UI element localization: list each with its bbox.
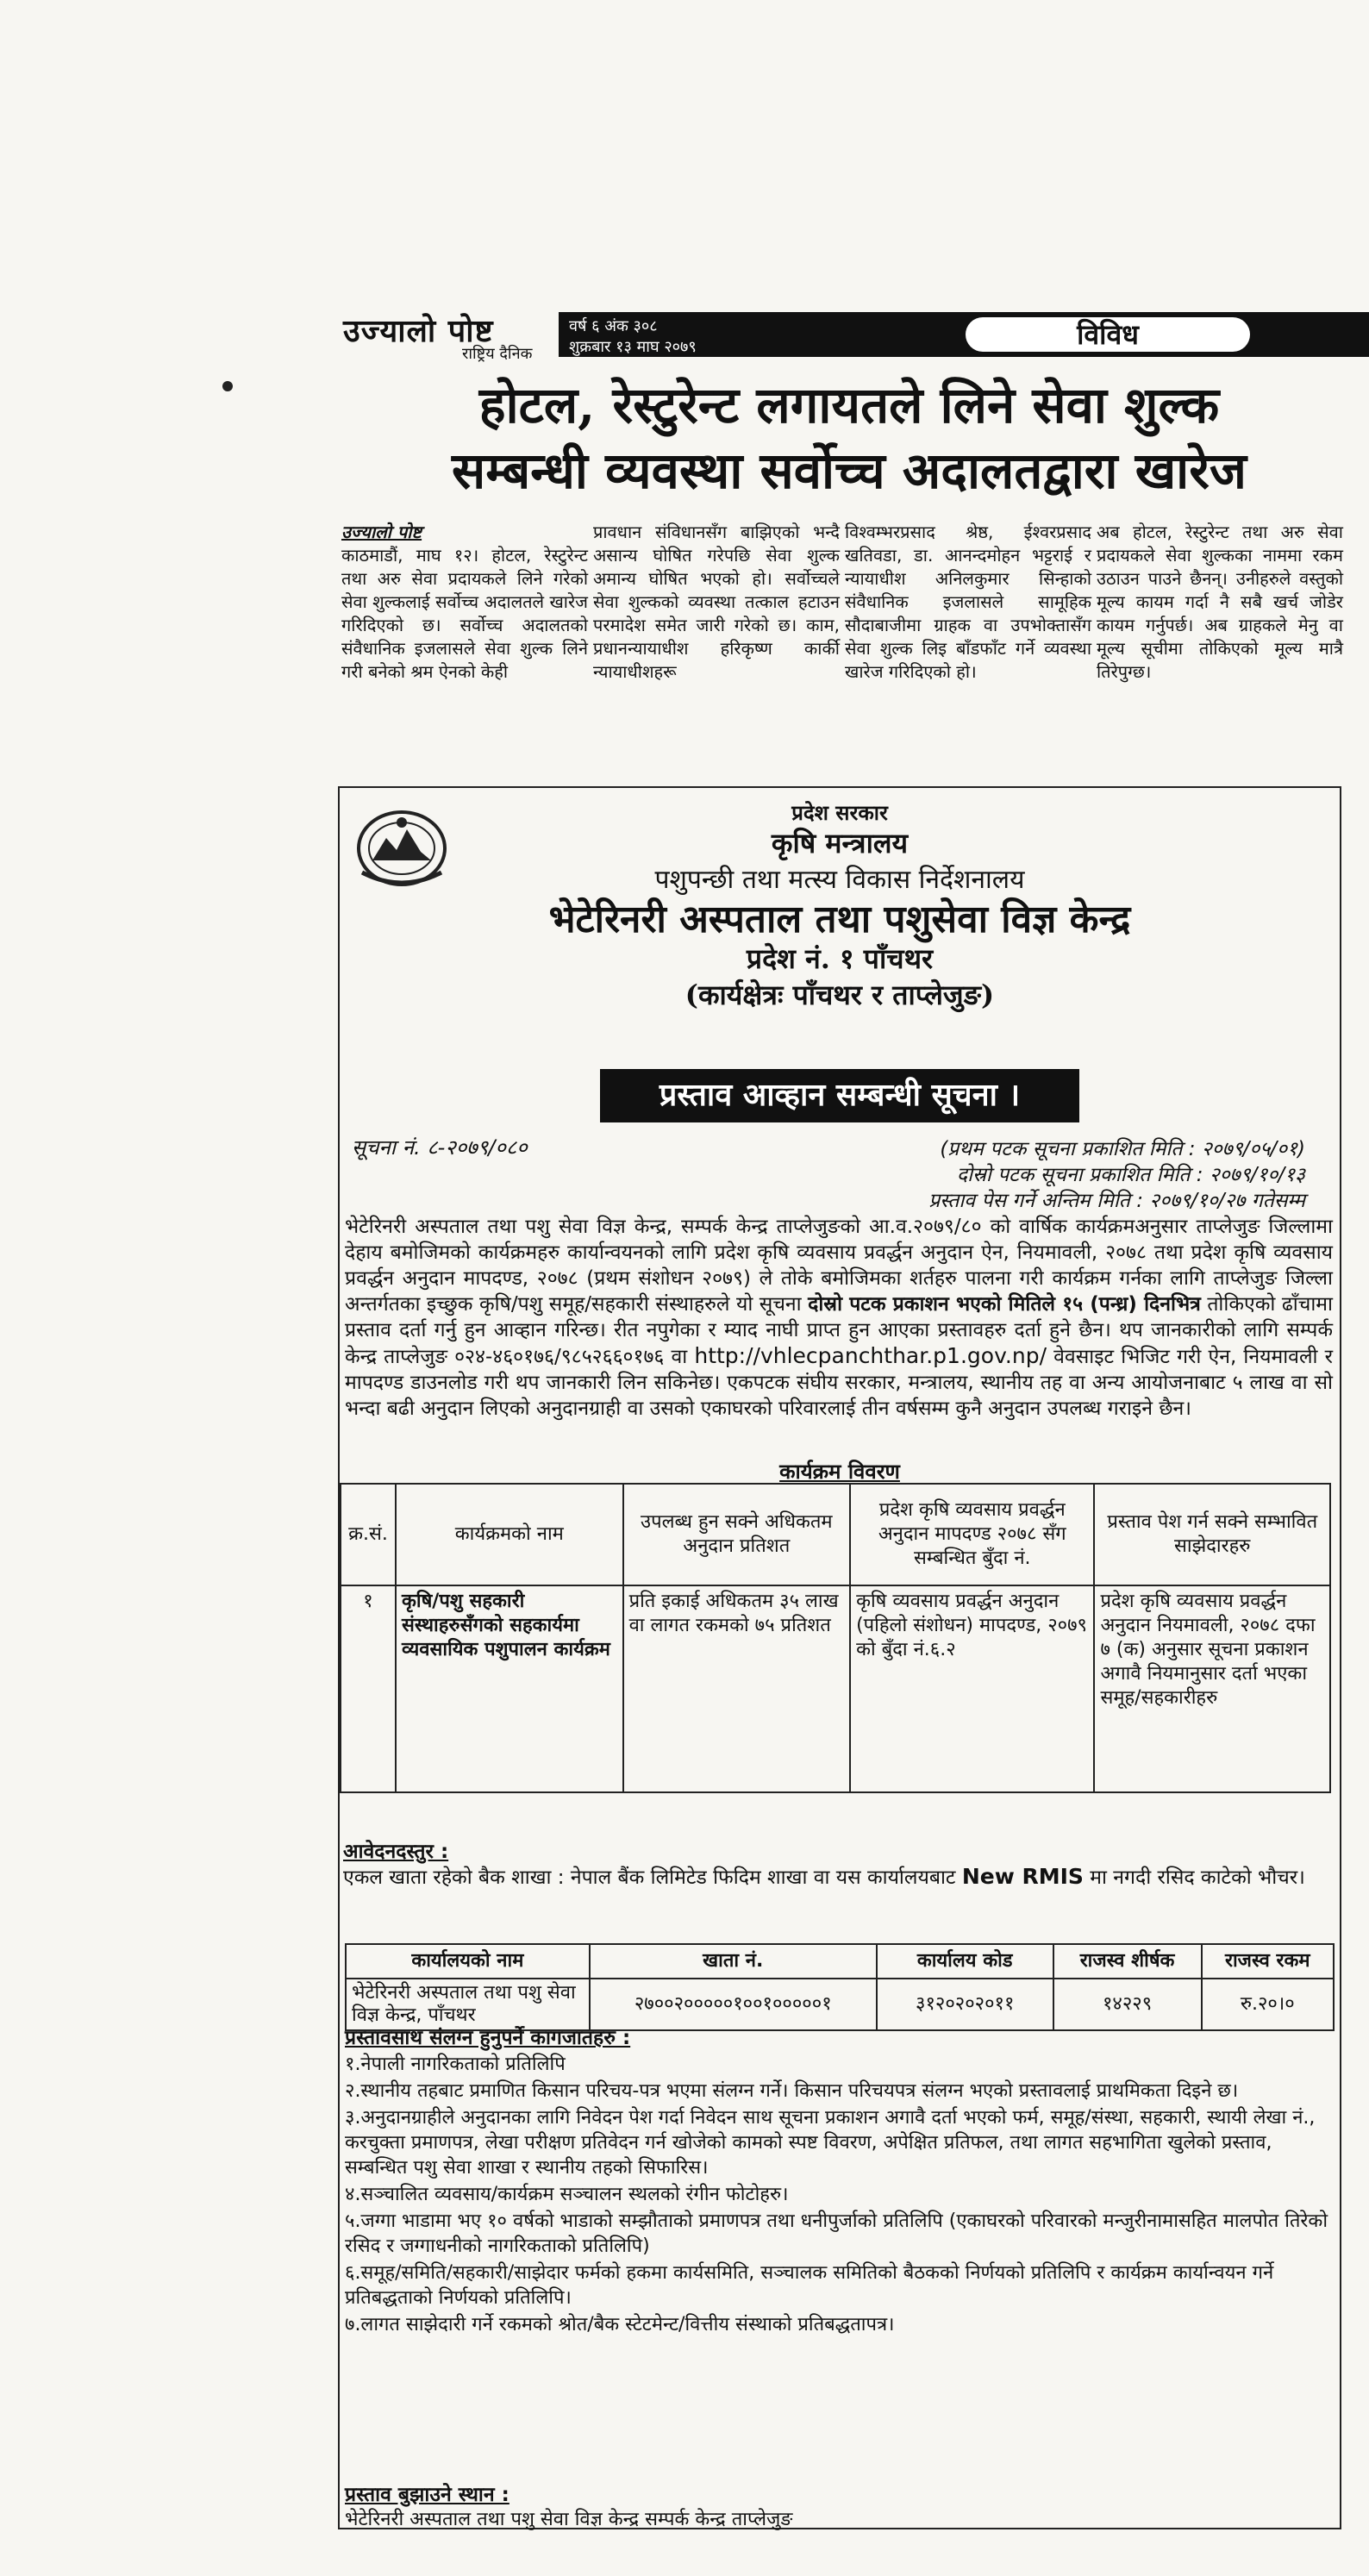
- list-item: ७.लागत साझेदारी गर्ने रकमको श्रोत/बैक स्टेटमेन्ट/वित्तीय संस्थाको प्रतिबद्धतापत्र।: [345, 2314, 895, 2335]
- table-header-cell: खाता नं.: [590, 1944, 877, 1979]
- issue-date: शुक्रबार १३ माघ २०७९: [569, 338, 697, 356]
- public-notice: [338, 786, 1341, 2529]
- newspaper-name: उज्यालो पोष्ट: [343, 314, 494, 349]
- article-text-1: काठमाडौं, माघ १२। होटल, रेस्टुरेन्ट तथा अरु सेवा प्रदायकले लिने गरेको सेवा शुल्कलाई सर्वोच्च अदालतले खारेज गरिदिएको छ। सर्वोच्च अदालतको संवैधानिक इजलासले सेवा शुल्क लिने गरी बनेको श्रम ऐनको केही: [341, 545, 589, 682]
- table-header-cell: उपलब्ध हुन सक्ने अधिकतम अनुदान प्रतिशत: [623, 1484, 850, 1585]
- issue-number: वर्ष ६ अंक ३०८: [569, 317, 658, 335]
- notice-banner: प्रस्ताव आव्हान सम्बन्धी सूचना ।: [600, 1069, 1079, 1122]
- table-cell: भेटेरिनरी अस्पताल तथा पशु सेवा विज्ञ केन्द्र, पाँचथर: [346, 1979, 590, 2030]
- article-column-2: प्रावधान संविधानसँग बाझिएको भन्दै असान्य घोषित गरेपछि सेवा शुल्क अमान्य घोषित भएको हो। सर्वोच्चले सेवा शुल्कको व्यवस्था तत्काल हटाउन परमादेश समेत जारी गरेको छ। काम, प्रधानन्यायाधीश हरिकृष्ण कार्की न्यायाधीशहरू: [593, 522, 840, 682]
- application-fee-title: आवेदनदस्तुर :: [343, 1841, 449, 1863]
- table-cell: १४२२९: [1053, 1979, 1202, 2030]
- list-item: १.नेपाली नागरिकताको प्रतिलिपि: [345, 2054, 566, 2075]
- table-header-row: [341, 1484, 1330, 1585]
- application-fee-text: [340, 1864, 1335, 1891]
- notice-body: [340, 1214, 1338, 1422]
- section-label: विविध: [966, 317, 1250, 352]
- submission-deadline: प्रस्ताव पेस गर्ने अन्तिम मिति : २०७९/१०/२७ गतेसम्म: [928, 1190, 1305, 1212]
- first-publication-date: (प्रथम पटक सूचना प्रकाशित मिति : २०७९/०५/०१): [940, 1138, 1305, 1160]
- table-row: [341, 1585, 1330, 1792]
- account-table: [345, 1943, 1335, 2031]
- table-cell: कृषि व्यवसाय प्रवर्द्धन अनुदान (पहिलो संशोधन) मापदण्ड, २०७९ को बुँदा नं.६.२: [850, 1585, 1094, 1792]
- list-item: ५.जग्गा भाडामा भए १० वर्षको भाडाको सम्झौताको प्रमाणपत्र तथा धनीपुर्जाको प्रतिलिपि (एकाघरको परिवारको मन्जुरीनामासहित मालपोत तिरेको रसिद र जग्गाधनीको नागरिकताको प्रतिलिपि): [345, 2210, 1328, 2257]
- article-column-3: विश्वम्भरप्रसाद श्रेष्ठ, ईश्वरप्रसाद खतिवडा, डा. आनन्दमोहन भट्टराई र न्यायाधीश अनिलकुमार सिन्हाको संवैधानिक इजलासले सामूहिक सौदाबाजीमा ग्राहक वा उपभोक्तासँग सेवा शुल्क लिइ बाँडफाँट गर्ने व्यवस्था खारेज गरिदिएको हो।: [845, 522, 1091, 682]
- newspaper-masthead: [343, 312, 1369, 364]
- headline-line-2: सम्बन्धी व्यवस्था सर्वोच्च अदालतद्वारा खारेज: [452, 441, 1247, 500]
- application-system-name: New RMIS: [961, 1864, 1084, 1889]
- table-header-row: [346, 1944, 1334, 1979]
- program-table-caption: कार्यक्रम विवरण: [779, 1460, 900, 1484]
- newspaper-tagline: राष्ट्रिय दैनिक: [462, 345, 533, 363]
- notice-number: सूचना नं. ८-२०७९/०८०: [352, 1135, 528, 1160]
- documents-list: [345, 2052, 1333, 2339]
- ink-dot: [222, 381, 233, 391]
- table-header-cell: प्रस्ताव पेश गर्न सक्ने सम्भावित साझेदारहरु: [1094, 1484, 1330, 1585]
- table-cell: प्रति इकाई अधिकतम ३५ लाख वा लागत रकमको ७५ प्रतिशत: [623, 1585, 850, 1792]
- table-cell: २७००२०००००१००१०००००१: [590, 1979, 877, 2030]
- list-item: ४.सञ्चालित व्यवसाय/कार्यक्रम सञ्चालन स्थलको रंगीन फोटोहरु।: [345, 2184, 789, 2205]
- documents-title: प्रस्तावसाथ संलग्न हुनुपर्ने कागजातहरु :: [345, 2027, 631, 2049]
- notice-body-text-b: तोकिएको ढाँचामा प्रस्ताव दर्ता गर्नु हुन आव्हान गरिन्छ। रीत नपुगेका र म्याद नाघी प्राप्त हुन आएका प्रस्तावहरु दर्ता हुने छैन। थप जानकारीको लागि सम्पर्क केन्द्र ताप्लेजुङ ०२४-४६०१७६/९८५२६६०१७६ वा: [345, 1293, 1333, 1368]
- submission-place-title: प्रस्ताव बुझाउने स्थान :: [345, 2484, 509, 2506]
- notice-ministry: कृषि मन्त्रालय: [771, 827, 909, 860]
- notice-location: प्रदेश नं. १ पाँचथर: [746, 942, 934, 975]
- table-header-cell: राजस्व शीर्षक: [1053, 1944, 1202, 1979]
- notice-jurisdiction: (कार्यक्षेत्रः पाँचथर र ताप्लेजुङ): [684, 979, 995, 1011]
- list-item: ३.अनुदानग्राहीले अनुदानका लागि निवेदन पेश गर्दा निवेदन साथ सूचना प्रकाशन अगावै दर्ता भएको फर्म, समूह/संस्था, सहकारी, स्थायी लेखा नं., करचुक्ता प्रमाणपत्र, लेखा परीक्षण प्रतिवेदन गर्न खोजेको कामको स्पष्ट विवरण, अपेक्षित प्रतिफल, तथा लागत सहभागिता खुलेको प्रस्ताव, सम्बन्धित पशु सेवा शाखा र स्थानीय तहको सिफारिस।: [345, 2107, 1316, 2179]
- news-article: [341, 521, 1350, 779]
- table-cell: कृषि/पशु सहकारी संस्थाहरुसँगको सहकार्यमा व्यवसायिक पशुपालन कार्यक्रम: [396, 1585, 623, 1792]
- list-item: ६.समूह/समिति/सहकारी/साझेदार फर्मको हकमा कार्यसमिति, सञ्चालक समितिको बैठकको निर्णयको प्रतिलिपि र कार्यक्रम कार्यान्वयन गर्ने प्रतिबद्धताको निर्णयको प्रतिलिपि।: [345, 2262, 1274, 2309]
- article-column-1: [341, 521, 588, 684]
- second-publication-date: दोस्रो पटक सूचना प्रकाशित मिति : २०७९/१०/१३: [956, 1164, 1305, 1186]
- table-cell: प्रदेश कृषि व्यवसाय प्रवर्द्धन अनुदान नियमावली, २०७८ दफा ७ (क) अनुसार सूचना प्रकाशन अगावै नियमानुसार दर्ता भएका समूह/सहकारीहरु: [1094, 1585, 1330, 1792]
- notice-office-name: भेटेरिनरी अस्पताल तथा पशुसेवा विज्ञ केन्द्र: [548, 897, 1131, 941]
- notice-body-text-a: भेटेरिनरी अस्पताल तथा पशु सेवा विज्ञ केन्द्र, सम्पर्क केन्द्र ताप्लेजुङको आ.व.२०७९/८० को वार्षिक कार्यक्रमअनुसार ताप्लेजुङ जिल्लामा देहाय बमोजिमको कार्यक्रमहरु कार्यान्वयनको लागि प्रदेश कृषि व्यवसाय प्रवर्द्धन अनुदान ऐन, नियमावली, २०७८ तथा प्रदेश कृषि व्यवसाय प्रवर्द्धन अनुदान मापदण्ड, २०७८ (प्रथम संशोधन २०७९) ले तोके बमोजिमका शर्तहरु पालना गरी कार्यक्रम गर्नका लागि ताप्लेजुङ जिल्ला अन्तर्गतका इच्छुक कृषि/पशु समूह/सहकारी संस्थाहरुले यो सूचना: [345, 1216, 1333, 1316]
- notice-body-emphasis: दोस्रो पटक प्रकाशन भएको मितिले १५ (पन्ध्र) दिनभित्र: [808, 1293, 1201, 1316]
- notice-directorate: पशुपन्छी तथा मत्स्य विकास निर्देशनालय: [654, 865, 1025, 895]
- table-cell: ३१२०२०२०११: [877, 1979, 1053, 2030]
- table-header-cell: राजस्व रकम: [1202, 1944, 1334, 1979]
- publication-dates: [650, 1136, 1305, 1214]
- notice-body-text-c: वेवसाइट भिजिट गरी ऐन, नियमावली र मापदण्ड डाउनलोड गरी थप जानकारी लिन सकिनेछ। एकपटक संघीय सरकार, मन्त्रालय, स्थानीय तह वा अन्य आयोजनाबाट ५ लाख वा सो भन्दा बढी अनुदान लिएको अनुदानग्राही वा उसको एकाघरको परिवारलाई तीन वर्षसम्म कुनै अनुदान उपलब्ध गराइने छैन।: [345, 1346, 1334, 1420]
- application-fee-text-a: एकल खाता रहेको बैक शाखा : नेपाल बैंक लिमिटेड फिदिम शाखा वा यस कार्यालयबाट: [343, 1866, 956, 1889]
- program-table: [340, 1483, 1331, 1793]
- article-column-4: अब होटल, रेस्टुरेन्ट तथा अरु सेवा प्रदायकले सेवा शुल्कका नाममा रकम उठाउन पाउने छैनन्। उनीहरुले वस्तुको मूल्य कायम गर्दा नै सबै खर्च जोडेर कायम गर्नुपर्छ। अब ग्राहकले मेनु वा मूल्य सूचीमा तोकिएको मूल्य मात्रै तिरेपुग्छ।: [1097, 522, 1343, 682]
- table-header-cell: कार्यक्रमको नाम: [396, 1484, 623, 1585]
- news-headline: [362, 372, 1336, 503]
- table-header-cell: प्रदेश कृषि व्यवसाय प्रवर्द्धन अनुदान मापदण्ड २०७८ सँग सम्बन्धित बुँदा नं.: [850, 1484, 1094, 1585]
- article-byline: उज्यालो पोष्ट: [341, 522, 422, 542]
- submission-place-text: भेटेरिनरी अस्पताल तथा पशु सेवा विज्ञ केन्द्र सम्पर्क केन्द्र ताप्लेजुङ: [345, 2509, 793, 2530]
- headline-line-1: होटल, रेस्टुरेन्ट लगायतले लिने सेवा शुल्क: [478, 376, 1220, 435]
- table-cell: १: [341, 1585, 396, 1792]
- table-header-cell: क्र.सं.: [341, 1484, 396, 1585]
- application-fee-text-b: मा नगदी रसिद काटेको भौचर।: [1090, 1866, 1305, 1889]
- website-link[interactable]: http://vhlecpanchthar.p1.gov.np/: [694, 1343, 1047, 1368]
- list-item: २.स्थानीय तहबाट प्रमाणित किसान परिचय-पत्र भएमा संलग्न गर्ने। किसान परिचयपत्र संलग्न भएको प्रस्तावलाई प्राथमिकता दिइने छ।: [345, 2080, 1239, 2102]
- table-header-cell: कार्यालय कोड: [877, 1944, 1053, 1979]
- table-cell: रु.२०।०: [1202, 1979, 1334, 2030]
- notice-gov-label: प्रदेश सरकार: [791, 800, 888, 825]
- newspaper-logo: [343, 312, 559, 364]
- table-header-cell: कार्यालयको नाम: [346, 1944, 590, 1979]
